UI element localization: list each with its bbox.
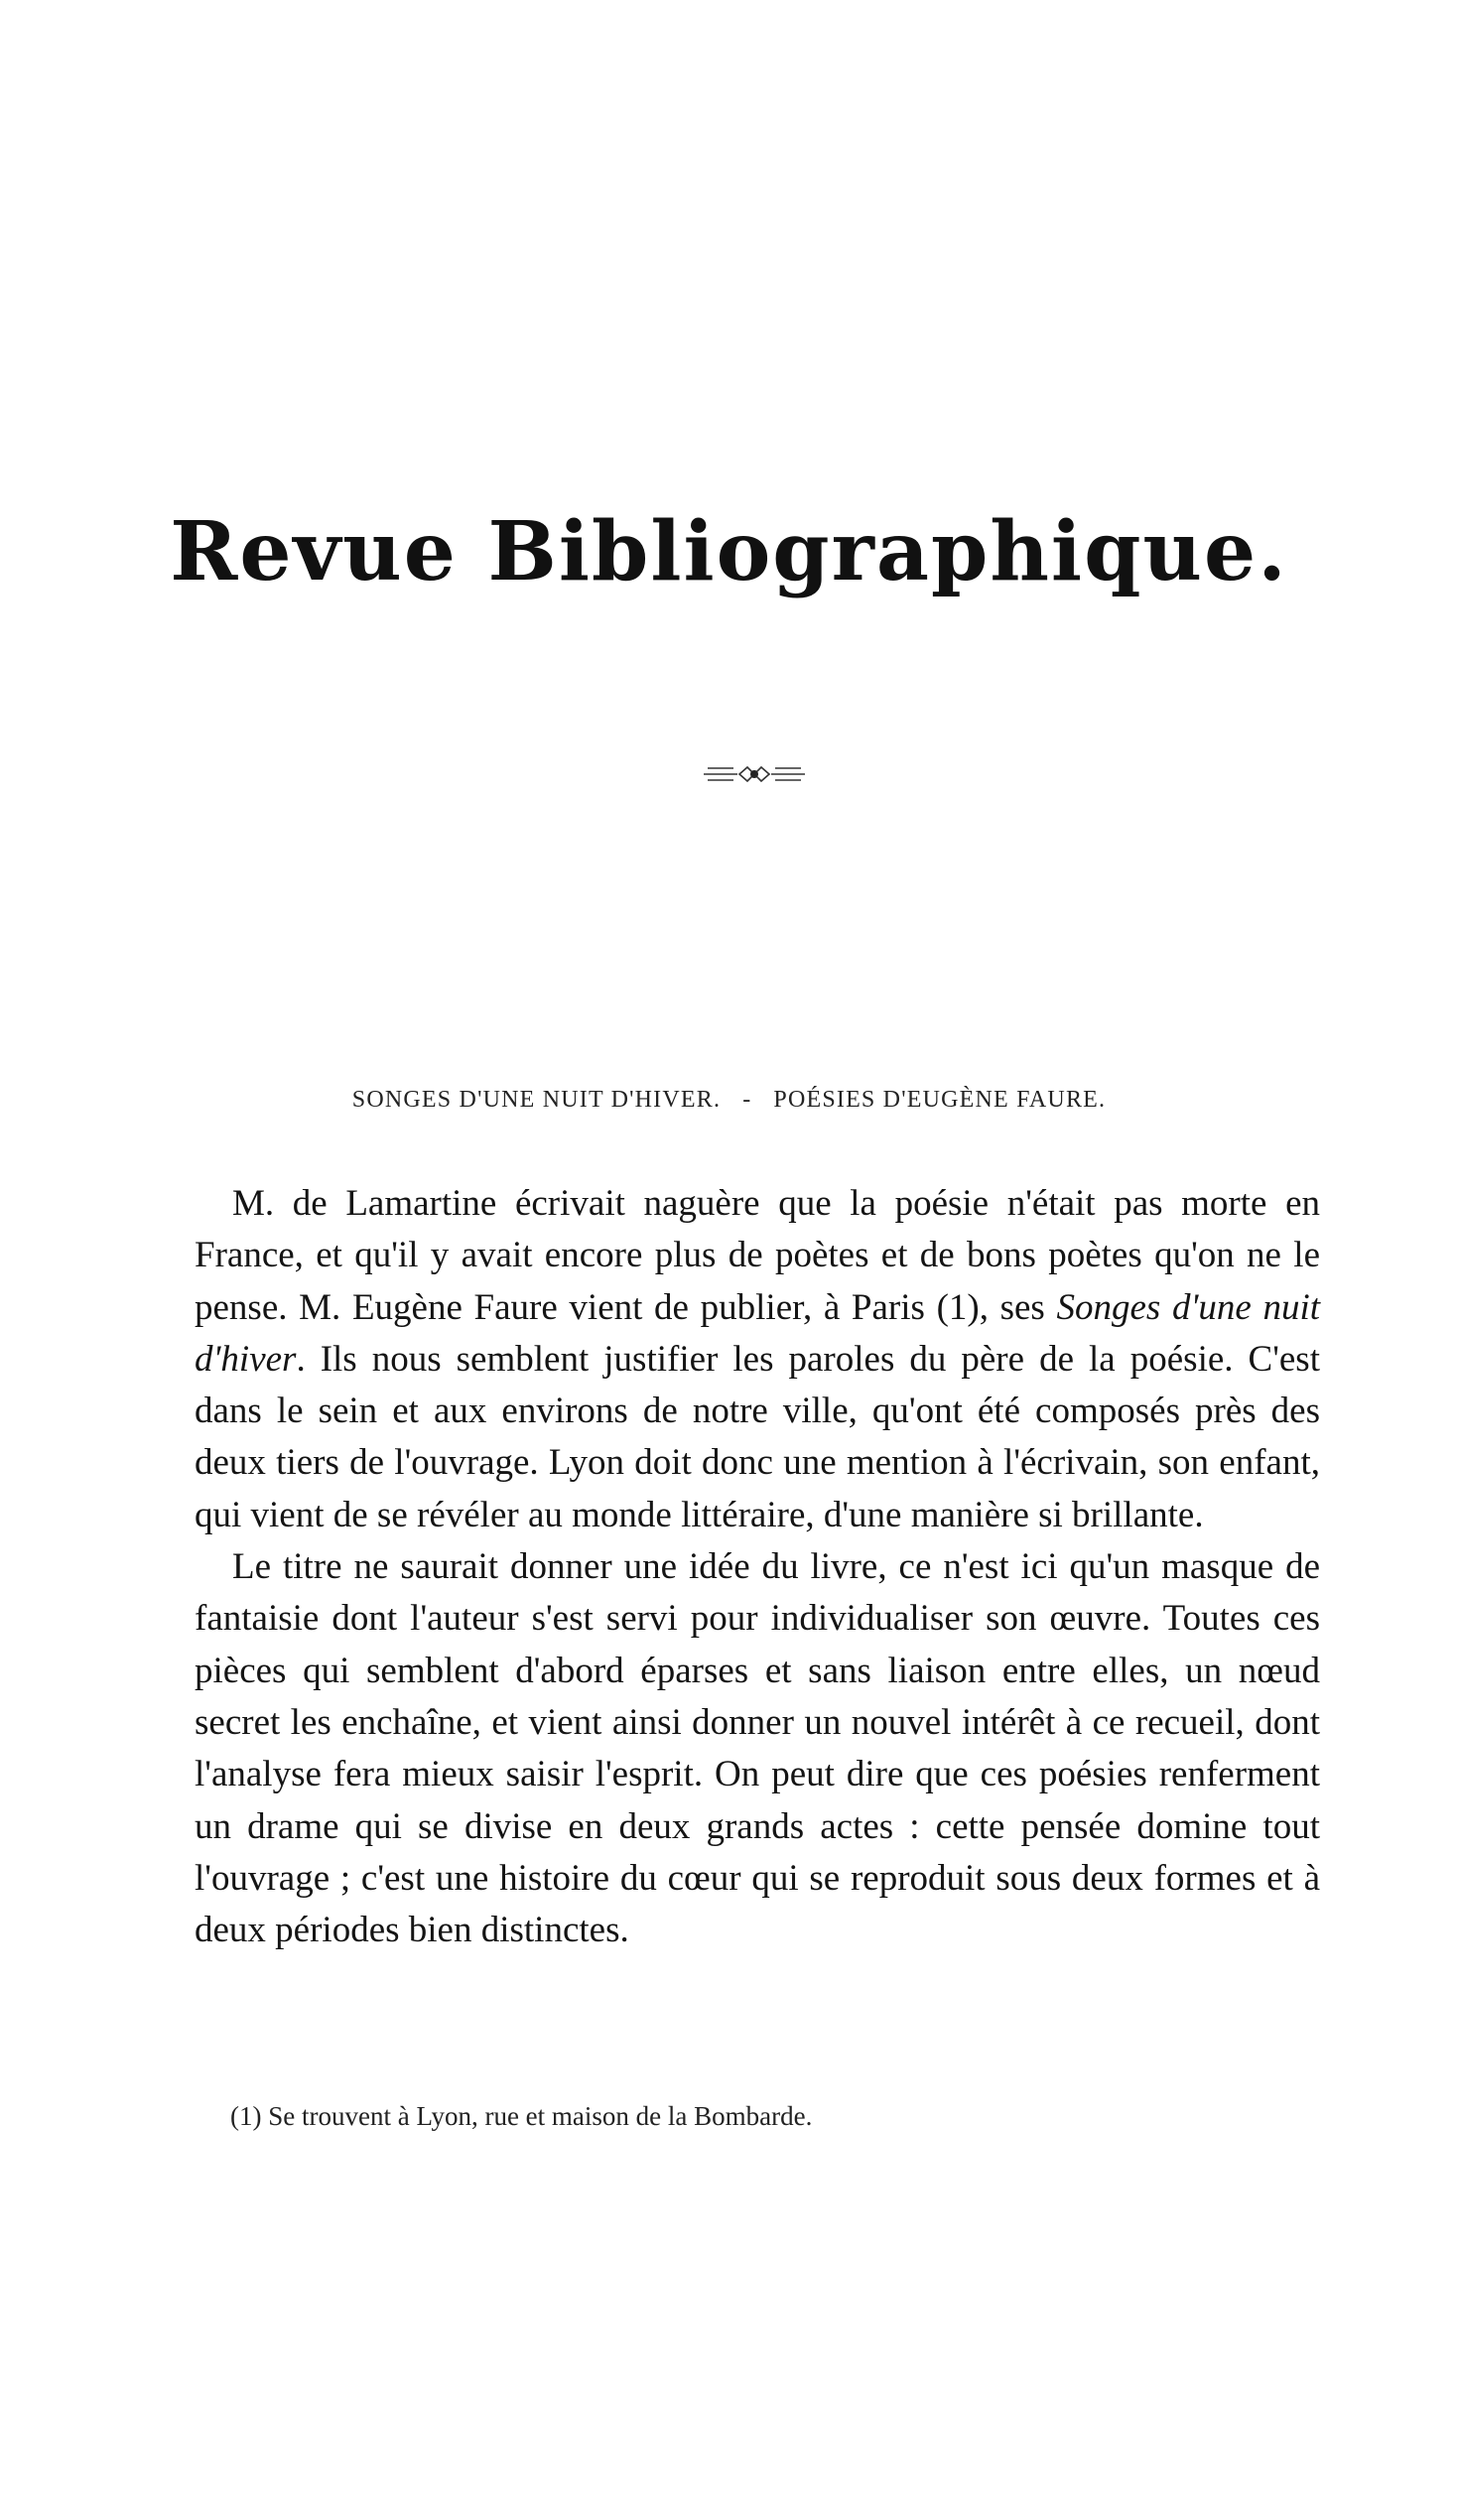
paragraph-1-text-a: M. de Lamartine écrivait naguère que la poésie n'était pas morte en France, et qu'il y avait encore plus de poètes et de bons poètes qu'on ne le pense. M. Eugène Faure vient de publier, à Paris (1), ses bbox=[195, 1183, 1320, 1328]
book-title-italic: Songes d'une nuit d'hiver bbox=[195, 1286, 1320, 1380]
heading-author: POÉSIES D'EUGÈNE FAURE. bbox=[773, 1087, 1107, 1113]
paragraph-1 bbox=[195, 1178, 1320, 1541]
footnote: (1) Se trouvent à Lyon, rue et maison de la Bombarde. bbox=[230, 2101, 813, 2131]
heading-separator: - bbox=[742, 1087, 752, 1113]
paragraph-1-text-b: . Ils nous semblent justifier les paroles du père de la poésie. C'est dans le sein et aux environs de notre ville, qu'ont été composés près des deux tiers de l'ouvrage. Lyon doit donc une mention à l'écrivain, son enfant, qui vient de se révéler au monde littéraire, d'une manière si brillante. bbox=[195, 1338, 1320, 1535]
ornament-divider bbox=[700, 759, 809, 789]
article-heading bbox=[0, 1087, 1458, 1114]
page-title: Revue Bibliographique. bbox=[170, 504, 1288, 599]
article-body bbox=[195, 1178, 1320, 1956]
paragraph-2: Le titre ne saurait donner une idée du livre, ce n'est ici qu'un masque de fantaisie dont l'auteur s'est servi pour individualiser son œuvre. Toutes ces pièces qui semblent d'abord éparses et sans liaison entre elles, un nœud secret les enchaîne, et vient ainsi donner un nouvel intérêt à ce recueil, dont l'analyse fera mieux saisir l'esprit. On peut dire que ces poésies renferment un drame qui se divise en deux grands actes : cette pensée domine tout l'ouvrage ; c'est une histoire du cœur qui se reproduit sous deux formes et à deux périodes bien distinctes. bbox=[195, 1546, 1320, 1951]
heading-work-title: SONGES D'UNE NUIT D'HIVER. bbox=[351, 1087, 722, 1113]
